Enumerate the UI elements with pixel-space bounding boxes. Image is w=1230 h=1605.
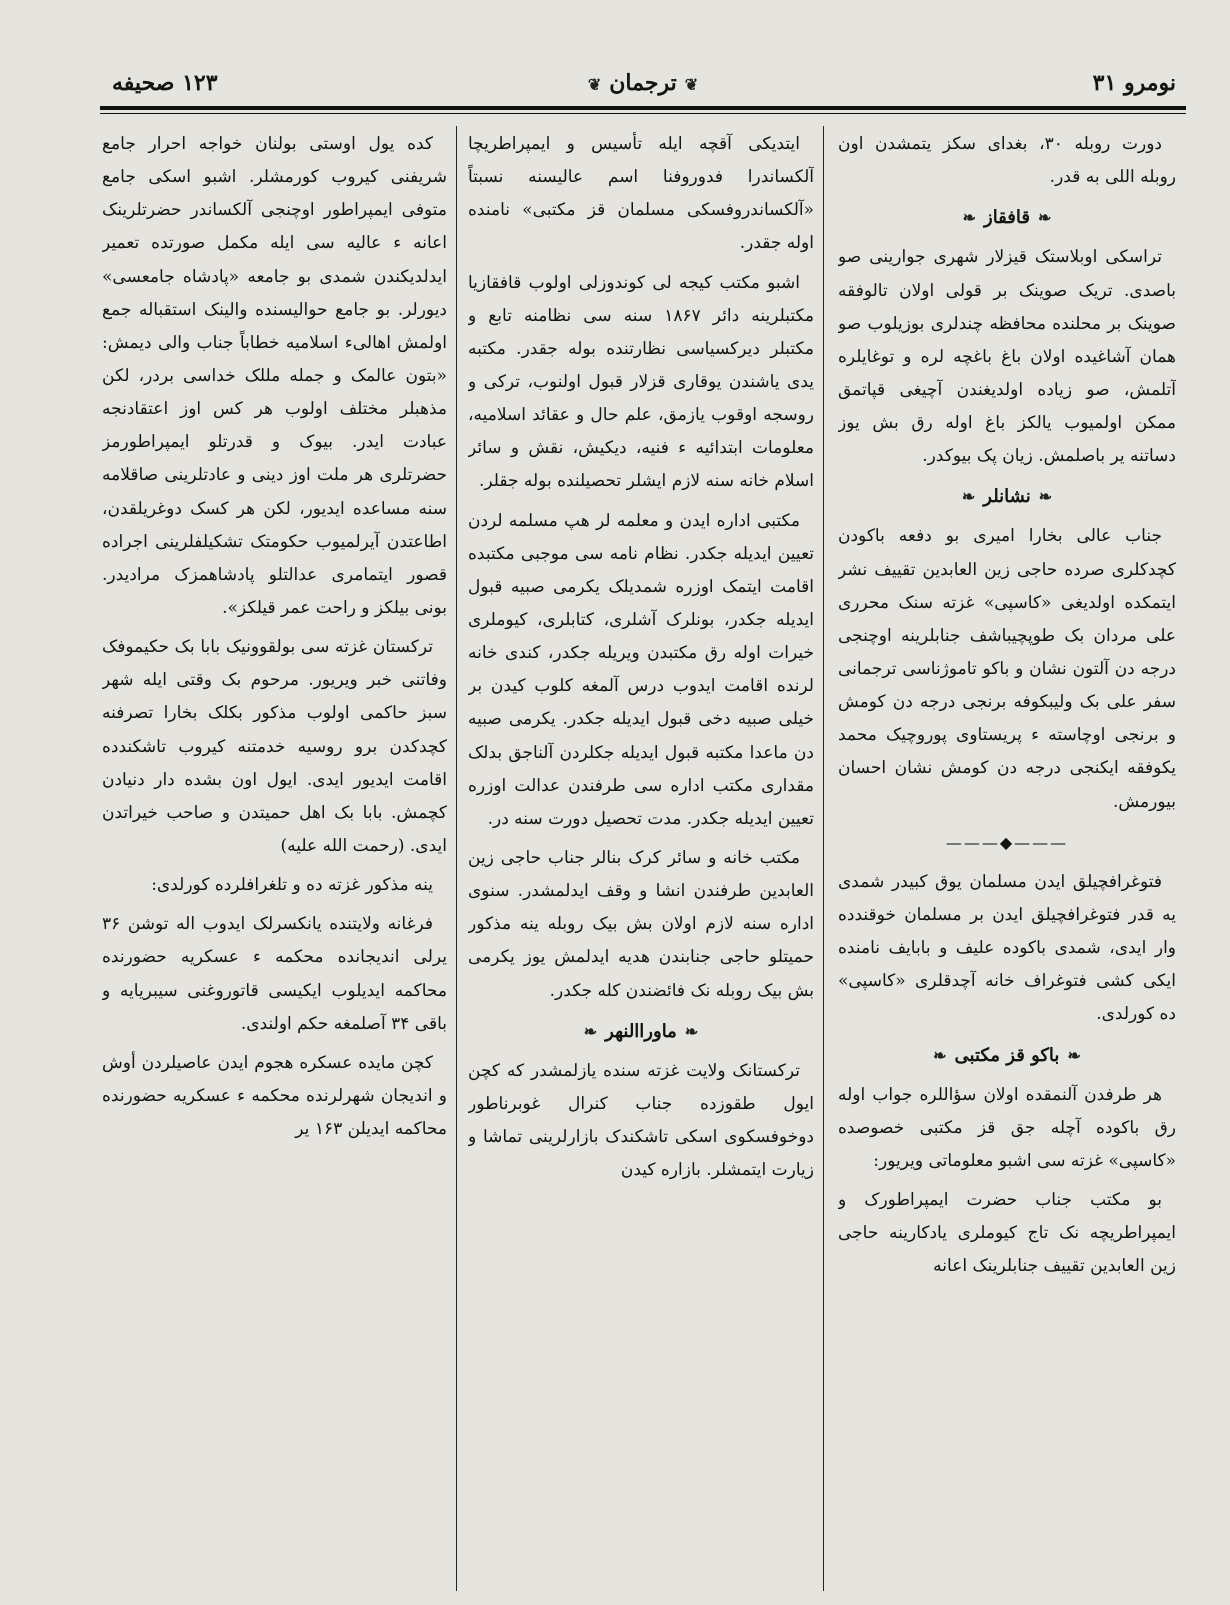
paragraph: تراسکی اوبلاستک قیزلار شهری جوارینی صو باصدی. تریک صوینک بر قولی اولان تالوفقه صوینک بر محلنده محافظه چندلری بوزیلوب صو همان آشاغیده اولان باغ باغچه لره و توغایلره آتلمش، صو زیاده اولدیغندن آچیغی قپاتمق ممکن اولمیوب یالکز باغ اوله رق بش یوز دساتنه یر باصلمش. زیان پک بیوکدر. bbox=[838, 247, 1176, 467]
column-left bbox=[102, 128, 447, 1588]
ornament-icon: ❦ bbox=[587, 75, 602, 94]
ornament-icon: ❧ bbox=[1037, 208, 1052, 228]
page-number: ۱۲۳ صحیفه bbox=[112, 70, 218, 96]
paragraph: فتوغرافچیلق ایدن مسلمان یوق کبیدر شمدی یه قدر فتوغرافچیلق ایدن بر مسلمان خوقندده وار ایدی، شمدی باکوده علیف و بابایف نامنده ایکی کشی فتوغراف خانه آچدقلری «کاسپی» ده کورلدی. bbox=[838, 871, 1176, 1025]
section-title-baku-school bbox=[838, 1038, 1176, 1073]
page-header bbox=[100, 62, 1186, 108]
paragraph: ینه مذکور غزته ده و تلغرافلرده کورلدی: bbox=[151, 875, 433, 896]
section-title-text: قافقاز bbox=[984, 207, 1030, 229]
paragraph: مکتبی اداره ایدن و معلمه لر هپ مسلمه لردن تعیین ایدیله جکدر. نظام نامه سی موجبی مکتبده اقامت ایتمک اوزره شمدیلک یکرمی صبیه قبول ایدیله جکدر، بونلرک آشلری، کتابلری، کیوملری خیرات اوله رق مکتبدن ویریله جکدر، کندی خانه لرنده اقامت ایدوب درس آلمغه کلوب کیدن بر خیلی صبیه دخی قبول ایدیله جکدر. یکرمی صبیه دن ماعدا مکتبه قبول ایدیله جکلردن آلناجق بدلک مقداری مکتب اداره سی طرفندن عدالت اوزره تعیین ایدیله جکدر. مدت تحصیل دورت سنه در. bbox=[468, 510, 814, 829]
ornament-icon: ❧ bbox=[933, 1045, 947, 1065]
header-rule-thin bbox=[100, 113, 1186, 114]
header-rule-thick bbox=[100, 106, 1186, 110]
paragraph: هر طرفدن آلنمقده اولان سؤاللره جواب اوله رق باکوده آچله جق قز مکتبی خصوصده «کاسپی» غزته سی اشبو معلوماتی ویریور: bbox=[838, 1084, 1176, 1171]
paragraph: ایتدیکی آقچه ایله تأسیس و ایمپراطریچا آلکساندرا فدوروفنا اسم عالیسنه نسبتاً «آلکساندروفسکی مسلمان قز مکتبی» نامنده اوله جقدر. bbox=[468, 134, 814, 254]
paragraph: دورت روبله ۳۰، بغدای سکز یتمشدن اون روبله اللی به قدر. bbox=[838, 134, 1176, 188]
section-title-text: باکو قز مکتبی bbox=[954, 1044, 1060, 1066]
paragraph: ترکستانک ولایت غزته سنده یازلمشدر که کچن ایول طقوزده جناب کنرال غوبرناطور دوخوفسکوی اسکی تاشکندک بازارلرینی تماشا و زیارت ایتمشلر. بازاره کیدن bbox=[468, 1060, 814, 1181]
section-title-text: نشانلر bbox=[983, 486, 1031, 508]
paragraph: اشبو مکتب کیجه لی کوندوزلی اولوب قافقازیا مکتبلرینه دائر ۱۸۶۷ سنه سی نظامنه تابع و مکتبلر دیرکسیاسی نظارتنده بوله جقدر. مکتبه یدی یاشندن یوقاری قزلار قبول اولنوب، ترکی و روسجه اوقوب یازمق، علم حال و عقائد اسلامیه، معلومات ابتدائیه ء فنیه، دیکیش، نقش و سائر اسلام خانه سنه لازم ایشلر تحصیلنده بوله جقلر. bbox=[468, 272, 814, 492]
column-divider bbox=[456, 126, 457, 1591]
section-title-caucasus bbox=[838, 200, 1176, 235]
paragraph: کده یول اوستی بولنان خواجه احرار جامع شریفنی کیروب کورمشلر. اشبو اسکی جامع متوفی ایمپراطور اوچنجی آلکساندر حضرتلرینک اعانه ء عالیه سی ایله مکمل صورتده تعمیر ایدلدیکندن شمدی بو جامعه «پادشاه جامعسی» دیورلر. بو جامع حوالیسنده والینک استقباله جمع اولمش اهالیء اسلامیه خطاباً جناب والی دیمش: «بتون عالمک و جمله مللک خداسی بردر، لکن مذهبلر مختلف اولوب هر کس اوز اعتقادنجه عبادت ایدر. بیوک و قدرتلو ایمپراطورمز حضرتلری هر ملت اوز دینی و عادتلرینی صاقلامه سنه مساعده ایدیور، لکن هر کسک دوغریلقدن، اطاعتدن آیرلمیوب حکومتک تشکیلفلرینی اجراده قصور ایتمامری عدالتلو پادشاهمزک مرادیدر. بونی بیلکز و راحت عمر قیلکز». bbox=[102, 134, 447, 618]
column-divider bbox=[823, 126, 824, 1591]
section-title-text: ماوراالنهر bbox=[605, 1020, 677, 1042]
newspaper-name: ترجمان bbox=[609, 70, 677, 96]
paragraph: مکتب خانه و سائر کرک بنالر جناب حاجی زین العابدین طرفندن انشا و وقف ایدلمشدر. سنوی اداره سنه لازم اولان بش بیک روبله ینه مذکور حمیتلو حاجی جنابندن هدیه ایدلمش یوز یکرمی بش بیک روبله نک فائضندن کله جکدر. bbox=[468, 847, 814, 1001]
ornament-icon: ❧ bbox=[583, 1021, 598, 1041]
paragraph: کچن مایده عسکره هجوم ایدن عاصیلردن أوش و اندیجان شهرلرنده محکمه ء عسکریه حضورنده محاکمه ایدیلن ۱۶۳ یر bbox=[102, 1052, 447, 1140]
masthead-title bbox=[580, 70, 706, 96]
column-right bbox=[838, 128, 1176, 1588]
paragraph: جناب عالی بخارا امیری بو دفعه باکودن کچدکلری صرده حاجی زین العابدین تقییف نشر ایتمکده اولدیغی «کاسپی» غزته سنک محرری علی مردان بک طوپچیباشف جنابلرینه اوچنجی درجه دن آلتون نشان و باکو تاموژناسی ترجمانی سفر علی بک ولیبکوفه برنجی درجه دن کومش و برنجی اوچاسته ء پریستاوی پوروچیک محمد یکوفقه ایکنجی درجه دن کومش نشان احسان بیورمش. bbox=[838, 526, 1176, 812]
section-title-medals bbox=[838, 479, 1176, 514]
ornament-icon: ❦ bbox=[684, 75, 699, 94]
ornament-icon: ❧ bbox=[1038, 487, 1053, 507]
section-title-transoxiana bbox=[468, 1014, 814, 1049]
issue-number: نومرو ۳۱ bbox=[1092, 70, 1176, 96]
diamond-divider-icon: ———◆——— bbox=[945, 832, 1069, 852]
paragraph: بو مکتب جناب حضرت ایمپراطورک و ایمپراطریچه نک تاج کیوملری یادکارینه حاجی زین العابدین تقییف جنابلرینک اعانه bbox=[838, 1190, 1176, 1277]
ornament-icon: ❧ bbox=[961, 487, 976, 507]
ornament-icon: ❧ bbox=[1067, 1045, 1081, 1065]
column-middle bbox=[468, 128, 814, 1588]
ornament-icon: ❧ bbox=[684, 1021, 699, 1041]
paragraph: فرغانه ولایتنده یانکسرلک ایدوب اله توشن ۳۶ یرلی اندیجانده محکمه ء عسکریه حضورنده محاکمه ایدیلوب ایکیسی قاتوروغنی سیبریایه و باقی ۳۴ آصلمغه حکم اولندی. bbox=[102, 914, 447, 1034]
ornament-icon: ❧ bbox=[962, 208, 976, 228]
paragraph: ترکستان غزته سی بولقوونیک بابا بک حکیموفک وفاتنی خبر ویریور. مرحوم بک وقتی ایله شهر سبز حاکمی اولوب مذکور بکلک بخارا تصرفنه کچدکدن برو روسیه خدمتنه کیروب تاشکندده اقامت ایدیور ایدی. ایول اون بشده دار دنیادن کچمش. بابا بک اهل حمیتدن و صاحب خیراتدن ایدی. (رحمت الله علیه) bbox=[102, 637, 447, 856]
